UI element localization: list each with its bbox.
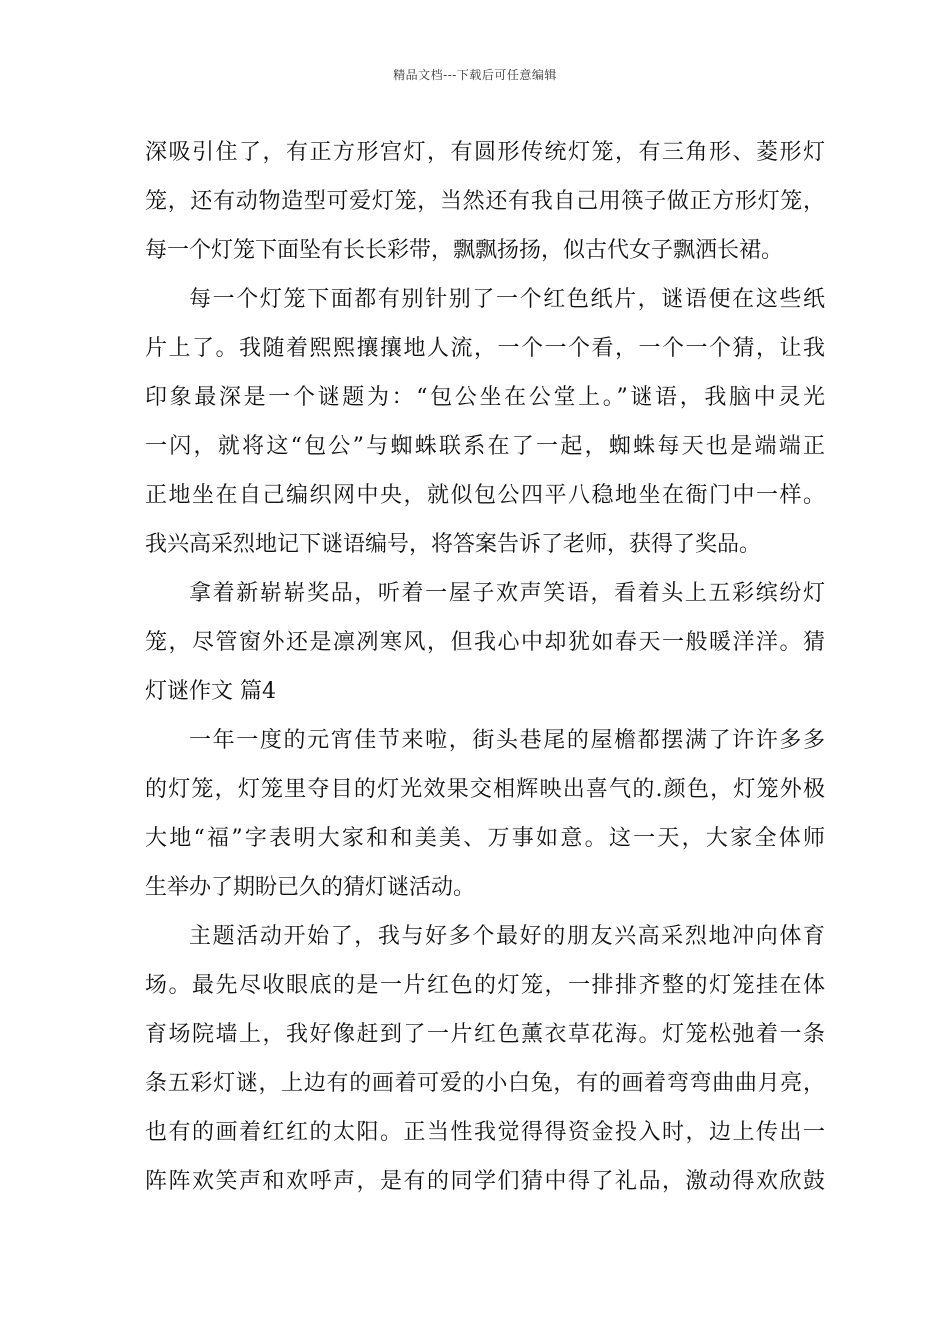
text-line: 我兴高采烈地记下谜语编号，将答案告诉了老师，获得了奖品。	[145, 532, 762, 557]
text-line: 片上了。我随着熙熙攘攘地人流，一个一个看，一个一个猜，让我	[145, 336, 825, 361]
text-line: 灯谜作文 篇4	[145, 679, 276, 704]
text-line: 印象最深是一个谜题为：“包公坐在公堂上。”谜语，我脑中灵光	[145, 385, 825, 410]
text-line: 拿着新崭崭奖品，听着一屋子欢声笑语，看着头上五彩缤纷灯	[189, 581, 825, 606]
text-line: 一年一度的元宵佳节来啦，街头巷尾的屋檐都摆满了许许多多	[189, 728, 825, 753]
text-line: 正地坐在自己编织网中央，就似包公四平八稳地坐在衙门中一样。	[145, 483, 825, 508]
text-line: 每一个灯笼下面都有别针别了一个红色纸片，谜语便在这些纸	[189, 287, 825, 312]
text-line: 生举办了期盼已久的猜灯谜活动。	[145, 875, 476, 900]
page-header: 精品文档---下载后可任意编辑	[393, 68, 557, 82]
text-line: 深吸引住了，有正方形宫灯，有圆形传统灯笼，有三角形、菱形灯	[145, 140, 825, 165]
text-line: 条五彩灯谜，上边有的画着可爱的小白兔，有的画着弯弯曲曲月亮，	[145, 1071, 825, 1096]
text-line: 阵阵欢笑声和欢呼声，是有的同学们猜中得了礼品，激动得欢欣鼓	[145, 1169, 825, 1194]
text-line: 一闪，就将这“包公”与蜘蛛联系在了一起，蜘蛛每天也是端端正	[145, 434, 825, 459]
body-text	[145, 128, 825, 1206]
text-line: 笼，还有动物造型可爱灯笼，当然还有我自己用筷子做正方形灯笼，	[145, 189, 825, 214]
text-line: 大地“福”字表明大家和和美美、万事如意。这一天，大家全体师	[145, 826, 825, 851]
text-line: 场。最先尽收眼底的是一片红色的灯笼，一排排齐整的灯笼挂在体	[145, 973, 825, 998]
text-line: 主题活动开始了，我与好多个最好的朋友兴高采烈地冲向体育	[189, 924, 825, 949]
text-line: 每一个灯笼下面坠有长长彩带，飘飘扬扬，似古代女子飘洒长裙。	[145, 238, 784, 263]
text-line: 的灯笼，灯笼里夺目的灯光效果交相辉映出喜气的.颜色，灯笼外极	[145, 777, 825, 802]
text-line: 笼，尽管窗外还是凛冽寒风，但我心中却犹如春天一般暖洋洋。猜	[145, 630, 825, 655]
text-line: 育场院墙上，我好像赶到了一片红色薰衣草花海。灯笼松弛着一条	[145, 1022, 825, 1047]
text-line: 也有的画着红红的太阳。正当性我觉得得资金投入时，边上传出一	[145, 1120, 825, 1145]
